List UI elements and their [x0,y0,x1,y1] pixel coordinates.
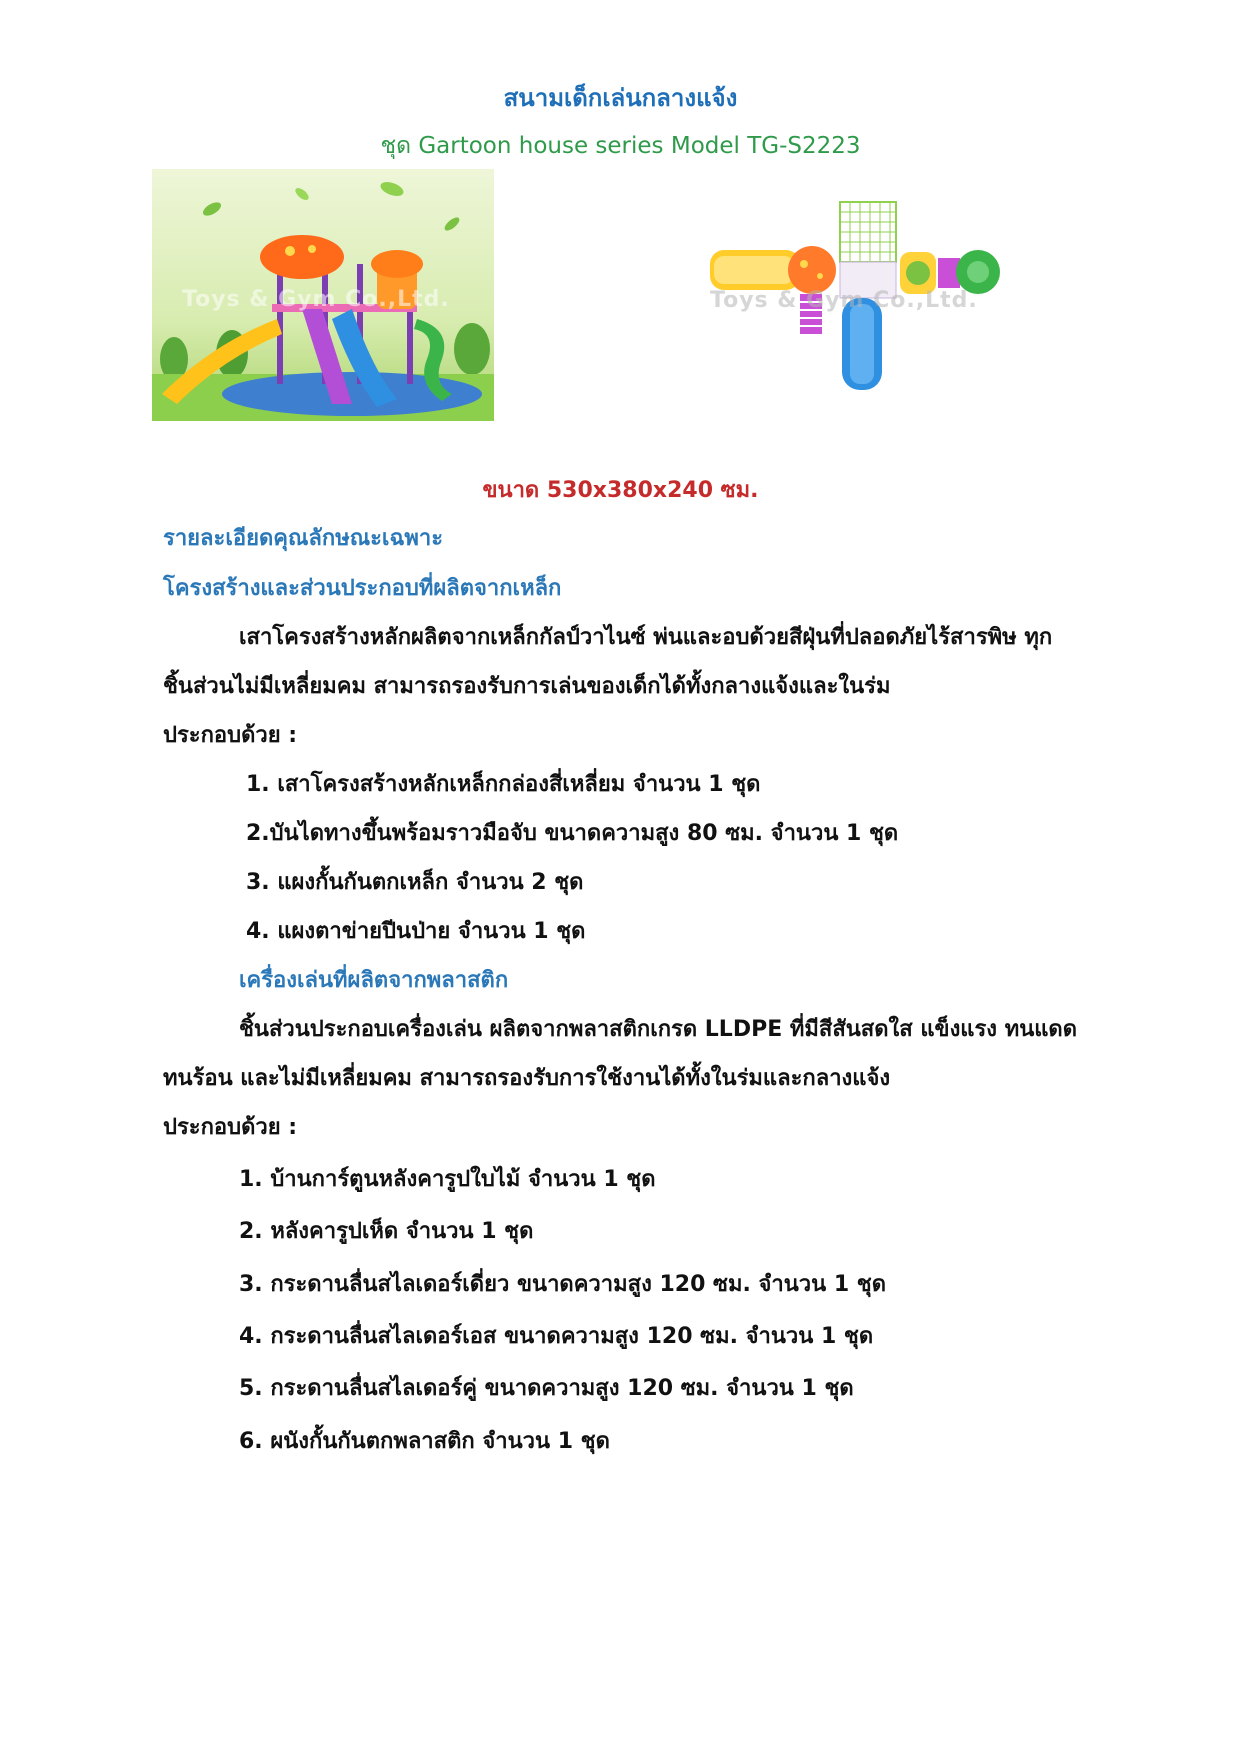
playground-photo [152,169,494,421]
plastic-item: 1. บ้านการ์ตูนหลังคารูปใบไม้ จำนวน 1 ชุด [239,1167,656,1192]
steel-item: 3. แผงกั้นกันตกเหล็ก จำนวน 2 ชุด [246,870,584,895]
model-subtitle: ชุด Gartoon house series Model TG-S2223 [380,133,861,159]
plastic-section-heading: เครื่องเล่นที่ผลิตจากพลาสติก [239,968,509,993]
plastic-desc-line2: ทนร้อน และไม่มีเหลี่ยมคม สามารถรองรับการใช้งานได้ทั้งในร่มและกลางแจ้ง [163,1066,891,1091]
photo-watermark: Toys & Gym Co.,Ltd. [182,287,450,312]
plastic-item: 6. ผนังกั้นกันตกพลาสติก จำนวน 1 ชุด [239,1429,610,1454]
plastic-item: 4. กระดานลื่นสไลเดอร์เอส ขนาดความสูง 120 ซม. จำนวน 1 ชุด [239,1324,874,1349]
page-title: สนามเด็กเล่นกลางแจ้ง [503,84,738,112]
steel-item: 2.บันไดทางขึ้นพร้อมราวมือจับ ขนาดความสูง 80 ซม. จำนวน 1 ชุด [246,821,899,846]
spec-heading: รายละเอียดคุณลักษณะเฉพาะ [163,526,444,551]
steel-item: 1. เสาโครงสร้างหลักเหล็กกล่องสี่เหลี่ยม จำนวน 1 ชุด [246,772,761,797]
steel-section-heading: โครงสร้างและส่วนประกอบที่ผลิตจากเหล็ก [163,576,562,601]
plastic-consists-label: ประกอบด้วย : [163,1115,298,1140]
steel-consists-label: ประกอบด้วย : [163,723,298,748]
steel-desc-line2: ชิ้นส่วนไม่มีเหลี่ยมคม สามารถรองรับการเล่นของเด็กได้ทั้งกลางแจ้งและในร่ม [163,674,891,699]
plastic-item: 5. กระดานลื่นสไลเดอร์คู่ ขนาดความสูง 120 ซม. จำนวน 1 ชุด [239,1376,854,1401]
plastic-desc-line1: ชิ้นส่วนประกอบเครื่องเล่น ผลิตจากพลาสติกเกรด LLDPE ที่มีสีสันสดใส แข็งแรง ทนแดด [239,1017,1077,1042]
top-view-plan [700,190,1020,400]
dimensions-label: ขนาด 530x380x240 ซม. [482,478,759,503]
steel-item: 4. แผงตาข่ายปีนป่าย จำนวน 1 ชุด [246,919,586,944]
plastic-item: 3. กระดานลื่นสไลเดอร์เดี่ยว ขนาดความสูง 120 ซม. จำนวน 1 ชุด [239,1272,887,1297]
steel-desc-line1: เสาโครงสร้างหลักผลิตจากเหล็กกัลป์วาไนซ์ พ่นและอบด้วยสีฝุ่นที่ปลอดภัยไร้สารพิษ ทุก [239,625,1053,650]
plastic-item: 2. หลังคารูปเห็ด จำนวน 1 ชุด [239,1219,534,1244]
plan-watermark: Toys & Gym Co.,Ltd. [710,288,978,313]
